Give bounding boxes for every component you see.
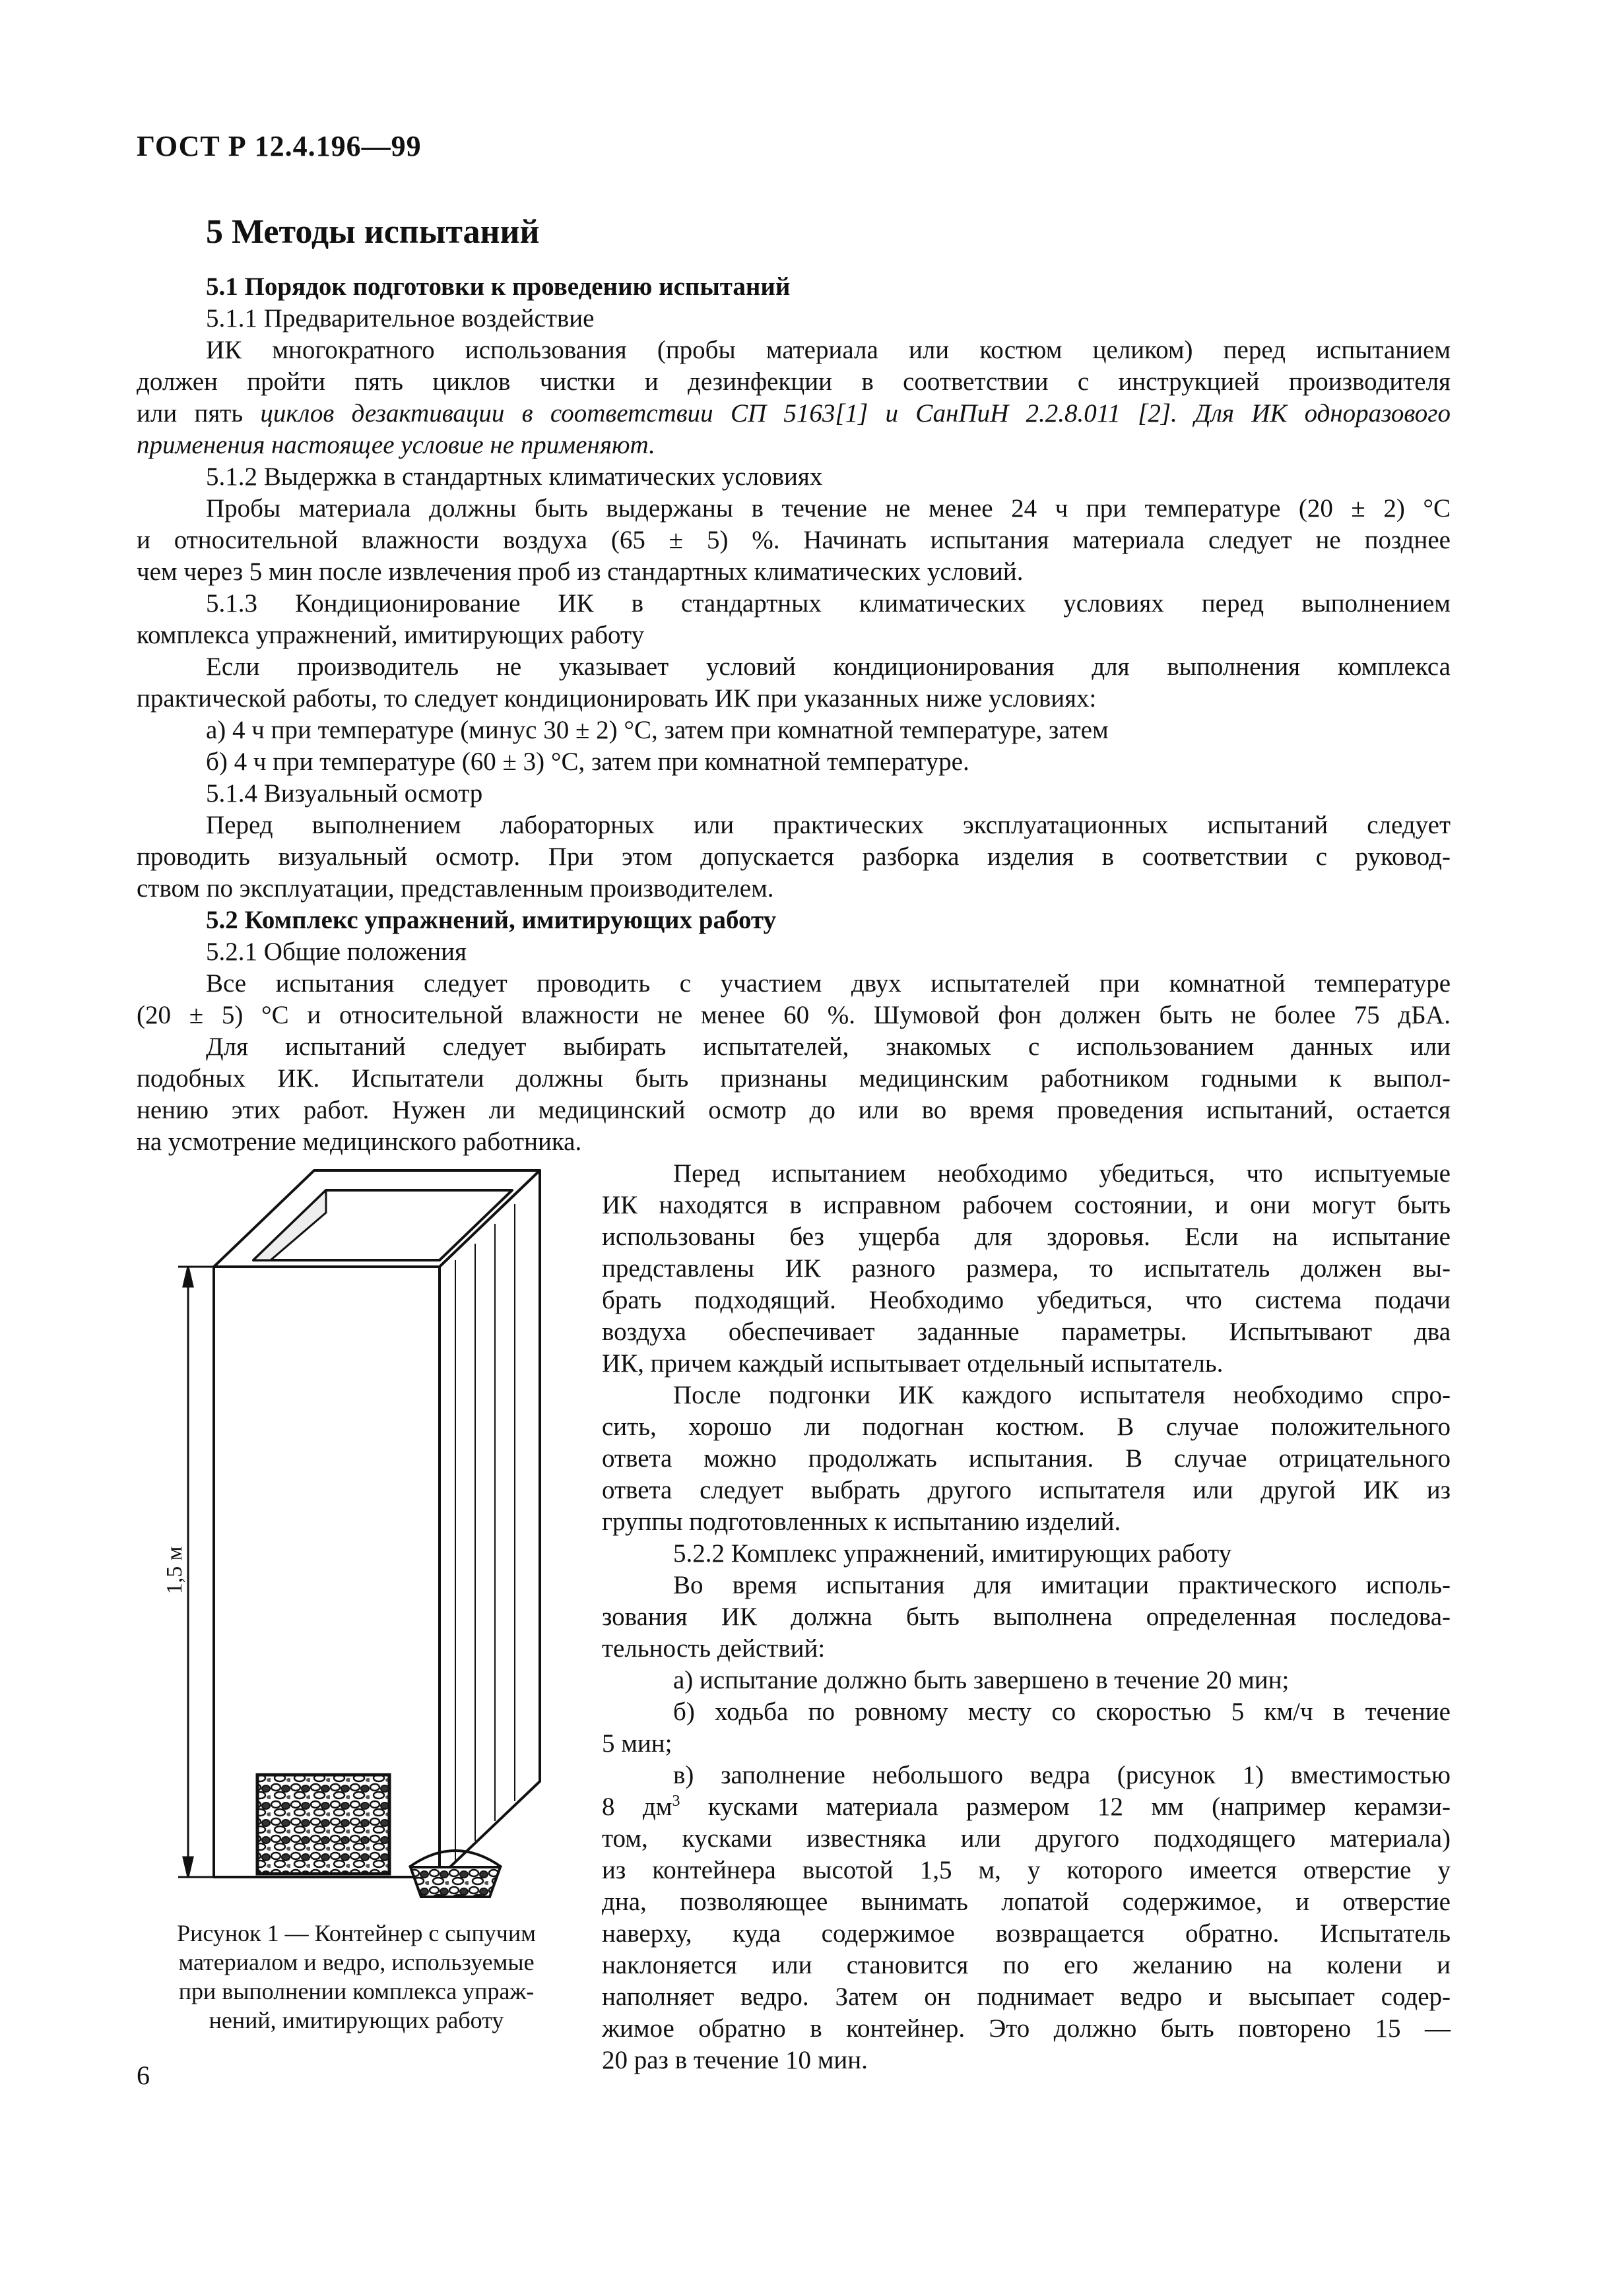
- paragraph-line: воздуха обеспечивает заданные параметры. Испытывают два: [602, 1318, 1451, 1346]
- list-item: 5 мин;: [602, 1729, 672, 1758]
- list-item: в) заполнение небольшого ведра (рисунок 1) вместимостью: [673, 1761, 1451, 1789]
- list-item: а) 4 ч при температуре (минус 30 ± 2) °С, затем при комнатной температуре, затем: [206, 716, 1109, 744]
- paragraph-line: ответа можно продолжать испытания. В случае отрицательного: [602, 1444, 1451, 1473]
- paragraph-line: [602, 1791, 1451, 1824]
- paragraph-line: Перед испытанием необходимо убедиться, что испытуемые: [673, 1159, 1451, 1188]
- container-side: [440, 1170, 540, 1877]
- text-span: или пять: [137, 399, 261, 428]
- paragraph-line: наполняет ведро. Затем он поднимает ведро и высыпает содер-: [602, 1983, 1451, 2011]
- paragraph-line: сить, хорошо ли подогнан костюм. В случае положительного: [602, 1413, 1451, 1441]
- paragraph-line: дна, позволяющее вынимать лопатой содержимое, и отверстие: [602, 1888, 1451, 1916]
- paragraph-line: подобных ИК. Испытатели должны быть признаны медицинским работником годными к выпол-: [137, 1064, 1451, 1093]
- document-code: ГОСТ Р 12.4.196—99: [137, 130, 422, 162]
- paragraph-line: из контейнера высотой 1,5 м, у которого имеется отверстие у: [602, 1856, 1451, 1884]
- paragraph-line: После подгонки ИК каждого испытателя необходимо спро-: [673, 1381, 1451, 1409]
- caption-line: при выполнении комплекса упраж-: [178, 1978, 535, 2004]
- paragraph-line: ИК многократного использования (пробы материала или костюм целиком) перед испытанием: [206, 336, 1451, 364]
- paragraph-line: жимое обратно в контейнер. Это должно быть повторено 15 —: [602, 2014, 1451, 2043]
- clause-heading: 5.1.2 Выдержка в стандартных климатических условиях: [206, 462, 823, 491]
- paragraph-line: ством по эксплуатации, представленным производителем.: [137, 874, 774, 903]
- clause-heading: 5.1.3 Кондиционирование ИК в стандартных климатических условиях перед выполнением: [206, 589, 1451, 618]
- superscript: 3: [672, 1793, 680, 1810]
- paragraph-line: на усмотрение медицинского работника.: [137, 1128, 582, 1156]
- paragraph-line: использованы без ущерба для здоровья. Если на испытание: [602, 1223, 1451, 1251]
- paragraph-line: том, кусками известняка или другого подходящего материала): [602, 1824, 1451, 1853]
- subsection-heading: 5.2 Комплекс упражнений, имитирующих работу: [206, 906, 777, 934]
- paragraph-line: Для испытаний следует выбирать испытателей, знакомых с использованием данных или: [206, 1033, 1451, 1061]
- paragraph-line: наверху, куда содержимое возвращается обратно. Испытатель: [602, 1919, 1451, 1948]
- caption-line: Рисунок 1 — Контейнер с сыпучим: [177, 1920, 536, 1946]
- paragraph-line: Во время испытания для имитации практического исполь-: [673, 1571, 1451, 1599]
- figure-caption: [132, 1919, 581, 2035]
- italic-span: циклов дезактивации в соответствии СП 5163[1] и СанПиН 2.2.8.011 [2]. Для ИК одноразового: [260, 399, 1451, 428]
- paragraph-line: чем через 5 мин после извлечения проб из стандартных климатических условий.: [137, 558, 1024, 586]
- paragraph-line: должен пройти пять циклов чистки и дезинфекции в соответствии с инструкцией производителя: [137, 367, 1451, 396]
- text-span: 8 дм: [602, 1793, 672, 1821]
- paragraph-line: проводить визуальный осмотр. При этом допускается разборка изделия в соответствии с руковод-: [137, 843, 1451, 871]
- paragraph-line: тельность действий:: [602, 1634, 826, 1663]
- paragraph-line: брать подходящий. Необходимо убедиться, что система подачи: [602, 1286, 1451, 1314]
- paragraph-line: и относительной влажности воздуха (65 ± 5) %. Начинать испытания материала следует не позднее: [137, 526, 1451, 554]
- paragraph-line: Если производитель не указывает условий кондиционирования для выполнения комплекса: [206, 653, 1451, 681]
- paragraph-line: представлены ИК разного размера, то испытатель должен вы-: [602, 1254, 1451, 1283]
- paragraph-line: Пробы материала должны быть выдержаны в течение не менее 24 ч при температуре (20 ± 2) °С: [206, 494, 1451, 523]
- paragraph-line: нению этих работ. Нужен ли медицинский осмотр до или во время проведения испытаний, остается: [137, 1096, 1451, 1124]
- paragraph-line: практической работы, то следует кондиционировать ИК при указанных ниже условиях:: [137, 684, 1097, 713]
- subsection-heading: 5.1 Порядок подготовки к проведению испытаний: [206, 272, 791, 301]
- container-figure: [152, 1148, 574, 1900]
- clause-heading: 5.2.2 Комплекс упражнений, имитирующих работу: [673, 1539, 1232, 1568]
- paragraph-line: (20 ± 5) °С и относительной влажности не менее 60 %. Шумовой фон должен быть не более 75 дБА.: [137, 1001, 1451, 1029]
- paragraph-line: ИК находятся в исправном рабочем состоянии, и они могут быть: [602, 1191, 1451, 1219]
- clause-heading: 5.2.1 Общие положения: [206, 938, 467, 966]
- paragraph-line: ответа следует выбрать другого испытателя или другой ИК из: [602, 1476, 1451, 1504]
- dimension-label: 1,5 м: [162, 1546, 187, 1595]
- section-title: 5 Методы испытаний: [206, 213, 540, 251]
- clause-heading: 5.1.1 Предварительное воздействие: [206, 304, 595, 333]
- clause-heading: 5.1.4 Визуальный осмотр: [206, 779, 483, 808]
- paragraph-line: наклоняется или становится по его желанию на колени и: [602, 1951, 1451, 1979]
- paragraph-line: Перед выполнением лабораторных или практических эксплуатационных испытаний следует: [206, 811, 1451, 839]
- list-item: б) ходьба по ровному месту со скоростью 5 км/ч в течение: [673, 1698, 1451, 1726]
- container-bottom-opening: [257, 1775, 389, 1874]
- paragraph-line: группы подготовленных к испытанию изделий.: [602, 1508, 1121, 1536]
- list-item: а) испытание должно быть завершено в течение 20 мин;: [673, 1666, 1290, 1694]
- caption-line: нений, имитирующих работу: [209, 2007, 504, 2033]
- paragraph-line: Все испытания следует проводить с участием двух испытателей при комнатной температуре: [206, 969, 1451, 998]
- clause-heading: комплекса упражнений, имитирующих работу: [137, 621, 645, 649]
- paragraph-line: зования ИК должна быть выполнена определенная последова-: [602, 1603, 1451, 1631]
- paragraph-line: ИК, причем каждый испытывает отдельный испытатель.: [602, 1349, 1224, 1378]
- text-span: кусками материала размером 12 мм (например керамзи-: [680, 1793, 1451, 1821]
- paragraph-line: [137, 397, 1451, 430]
- paragraph-line: применения настоящее условие не применяют.: [137, 431, 655, 459]
- paragraph-line: 20 раз в течение 10 мин.: [602, 2046, 868, 2074]
- list-item: б) 4 ч при температуре (60 ± 3) °С, затем при комнатной температуре.: [206, 748, 969, 776]
- caption-line: материалом и ведро, используемые: [178, 1949, 535, 1975]
- page-number: 6: [137, 2060, 150, 2090]
